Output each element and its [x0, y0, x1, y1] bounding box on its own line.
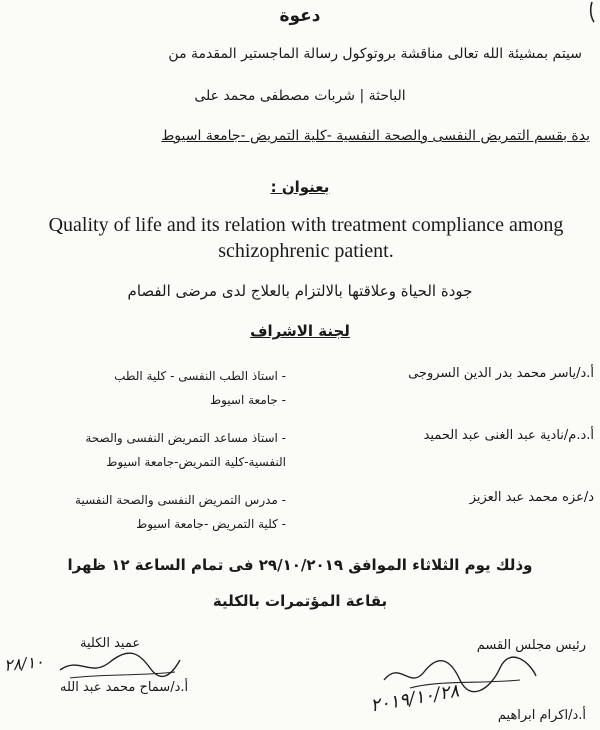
committee-member-role: - مدرس التمريض النفسى والصحة النفسية - كلية التمريض -جامعة اسيوط	[75, 493, 286, 531]
committee-member-role: - استاذ الطب النفسى - كلية الطب - جامعة اسيوط	[114, 369, 286, 407]
dean-name: أ.د/سماح محمد عبد الله	[60, 680, 189, 695]
researcher-position: يدة بقسم التمريض النفسى والصحة النفسية -كلية التمريض -جامعة اسيوط	[161, 128, 590, 144]
document-title: دعوة	[279, 6, 321, 26]
event-venue: بقاعة المؤتمرات بالكلية	[212, 592, 388, 610]
thesis-title-arabic: جودة الحياة وعلاقتها بالالتزام بالعلاج لدى مرضى الفصام	[127, 282, 473, 300]
committee-heading: لجنة الاشراف	[250, 322, 350, 340]
committee-member-name: أ.د/ياسر محمد بدر الدين السروجى	[408, 366, 594, 381]
dept-head-title: رئيس مجلس القسم	[476, 638, 586, 653]
committee-member-name: د/عزه محمد عبد العزيز	[469, 490, 594, 505]
subject-label: بعنوان :	[270, 178, 330, 196]
thesis-title-english: Quality of life and its relation with treatment compliance among schizophrenic patient.	[48, 214, 564, 262]
intro-line: سيتم بمشيئة الله تعالى مناقشة بروتوكول رسالة الماجستير المقدمة من	[168, 46, 582, 62]
committee-member-name: أ.د.م/نادية عبد الغنى عبد الحميد	[423, 428, 594, 443]
event-date-line: وذلك يوم الثلاثاء الموافق ٢٩/١٠/٢٠١٩ فى تمام الساعة ١٢ ظهرا	[67, 556, 533, 574]
dept-head-handwritten-date: ٢٠١٩/١٠/٢٨	[368, 680, 461, 717]
dean-title: عميد الكلية	[80, 636, 141, 651]
researcher-line: الباحثة | شربات مصطفى محمد على	[194, 88, 406, 104]
dean-handwritten-date: ٢٨/١٠	[3, 651, 45, 676]
dept-head-name: أ.د/اكرام ابراهيم	[497, 708, 586, 723]
committee-member-role: - استاذ مساعد التمريض النفسى والصحة النفسية-كلية التمريض-جامعة اسيوط	[85, 431, 286, 469]
